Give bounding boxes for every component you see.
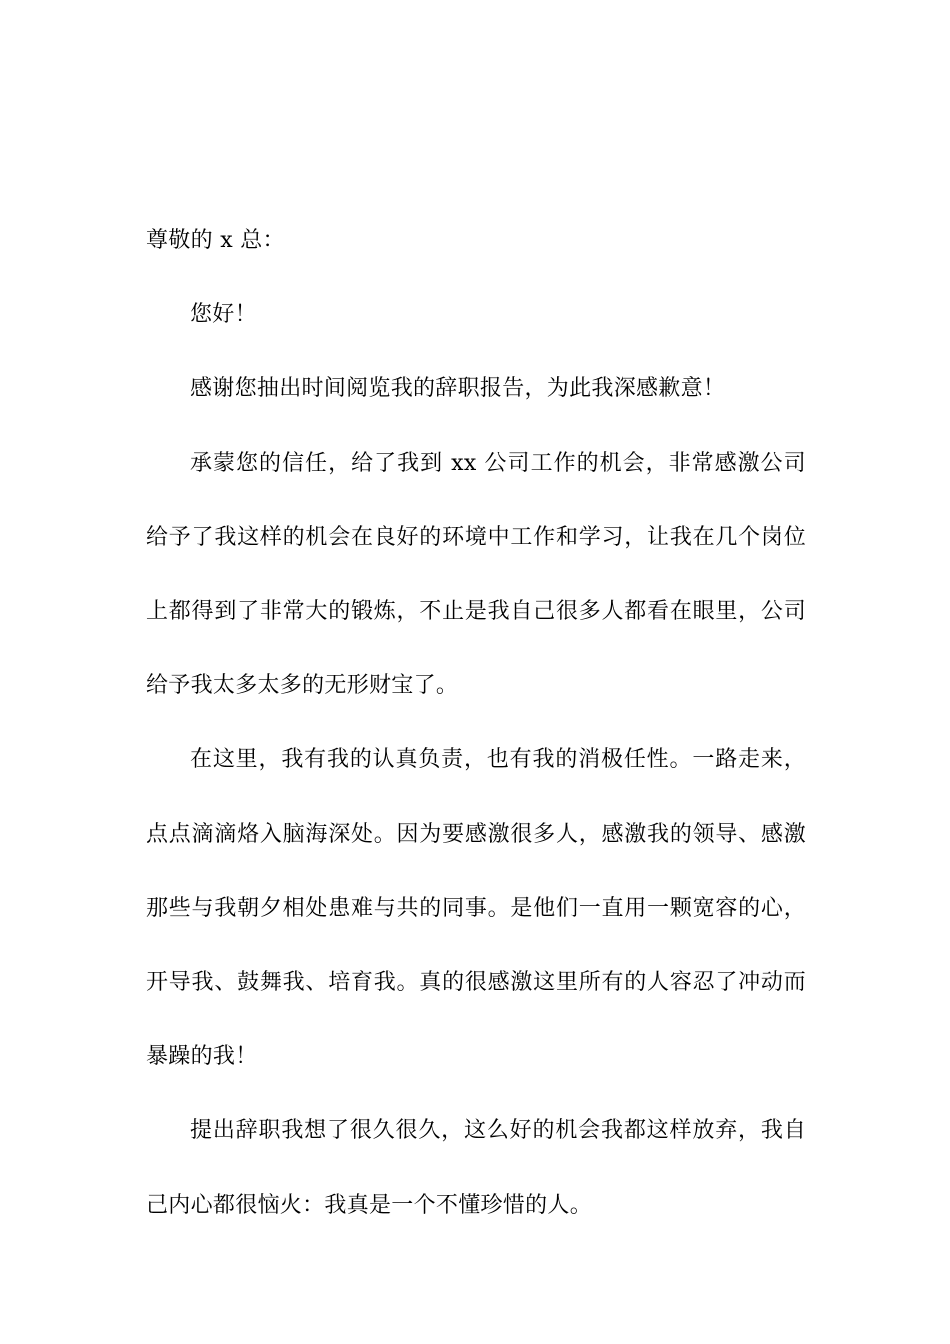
paragraph-resignation: 提出辞职我想了很久很久，这么好的机会我都这样放弃，我自己内心都很恼火：我真是一个不懂珍惜的人。 — [146, 1118, 806, 1218]
paragraph-greeting: 您好！ — [190, 302, 257, 328]
letter-body — [146, 204, 806, 1243]
letter-salutation: 尊敬的 x 总： — [146, 228, 285, 253]
paragraph-gratitude: 在这里，我有我的认真负责，也有我的消极任性。一路走来，点点滴滴烙入脑海深处。因为要感激很多人，感激我的领导、感激那些与我朝夕相处患难与共的同事。是他们一直用一颗宽容的心，开导我、鼓舞我、培育我。真的很感激这里所有的人容忍了冲动而暴躁的我！ — [146, 747, 806, 1070]
paragraph-thanks: 感谢您抽出时间阅览我的辞职报告，为此我深感歉意！ — [190, 376, 726, 402]
paragraph-opportunity: 承蒙您的信任，给了我到 xx 公司工作的机会，非常感激公司给予了我这样的机会在良好的环境中工作和学习，让我在几个岗位上都得到了非常大的锻炼，不止是我自己很多人都看在眼里，公司给予我太多太多的无形财宝了。 — [146, 450, 806, 699]
